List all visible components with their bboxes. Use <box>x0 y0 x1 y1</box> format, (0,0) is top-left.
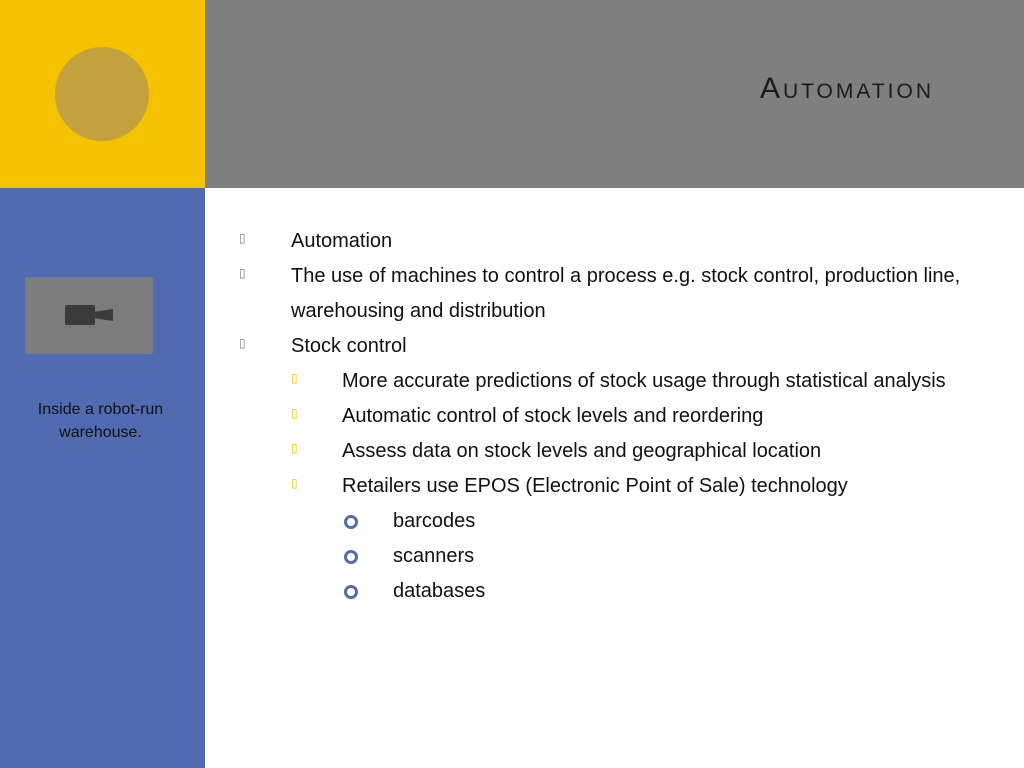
video-thumbnail[interactable] <box>25 277 153 354</box>
slide-title: Automation <box>759 72 934 105</box>
camera-lens-icon <box>93 309 113 321</box>
list-item-text: scanners <box>393 545 475 567</box>
list-item <box>238 224 978 259</box>
list-item-text: The use of machines to control a process e.g. stock control, production line, warehousing and distribution <box>291 265 961 322</box>
list-item <box>238 329 978 364</box>
sidebar-panel <box>0 188 205 768</box>
decorative-circle <box>55 47 149 141</box>
ring-bullet-icon <box>344 585 358 599</box>
header-accent-block <box>0 0 205 188</box>
bullet-list <box>238 224 978 609</box>
square-bullet-icon: ▯ <box>239 336 246 350</box>
list-item-text: Retailers use EPOS (Electronic Point of Sale) technology <box>342 475 848 497</box>
list-item-text: Automatic control of stock levels and reordering <box>342 405 764 427</box>
list-item <box>238 399 978 434</box>
list-item <box>238 504 978 539</box>
square-bullet-icon: ▯ <box>239 266 246 280</box>
list-item <box>238 434 978 469</box>
list-item-text: barcodes <box>393 510 476 532</box>
list-item <box>238 364 978 399</box>
list-item <box>238 259 978 329</box>
ring-bullet-icon <box>344 515 358 529</box>
list-item-text: Stock control <box>291 335 407 357</box>
square-bullet-icon: ▯ <box>291 476 298 490</box>
square-bullet-icon: ▯ <box>291 441 298 455</box>
list-item <box>238 574 978 609</box>
square-bullet-icon: ▯ <box>291 371 298 385</box>
list-item <box>238 539 978 574</box>
list-item-text: Automation <box>291 230 393 252</box>
square-bullet-icon: ▯ <box>239 231 246 245</box>
list-item <box>238 469 978 504</box>
square-bullet-icon: ▯ <box>291 406 298 420</box>
list-item-text: databases <box>393 580 486 602</box>
ring-bullet-icon <box>344 550 358 564</box>
list-item-text: More accurate predictions of stock usage through statistical analysis <box>342 370 946 392</box>
video-camera-icon <box>65 305 95 325</box>
list-item-text: Assess data on stock levels and geographical location <box>342 440 822 462</box>
video-caption: Inside a robot-run warehouse. <box>37 401 164 441</box>
